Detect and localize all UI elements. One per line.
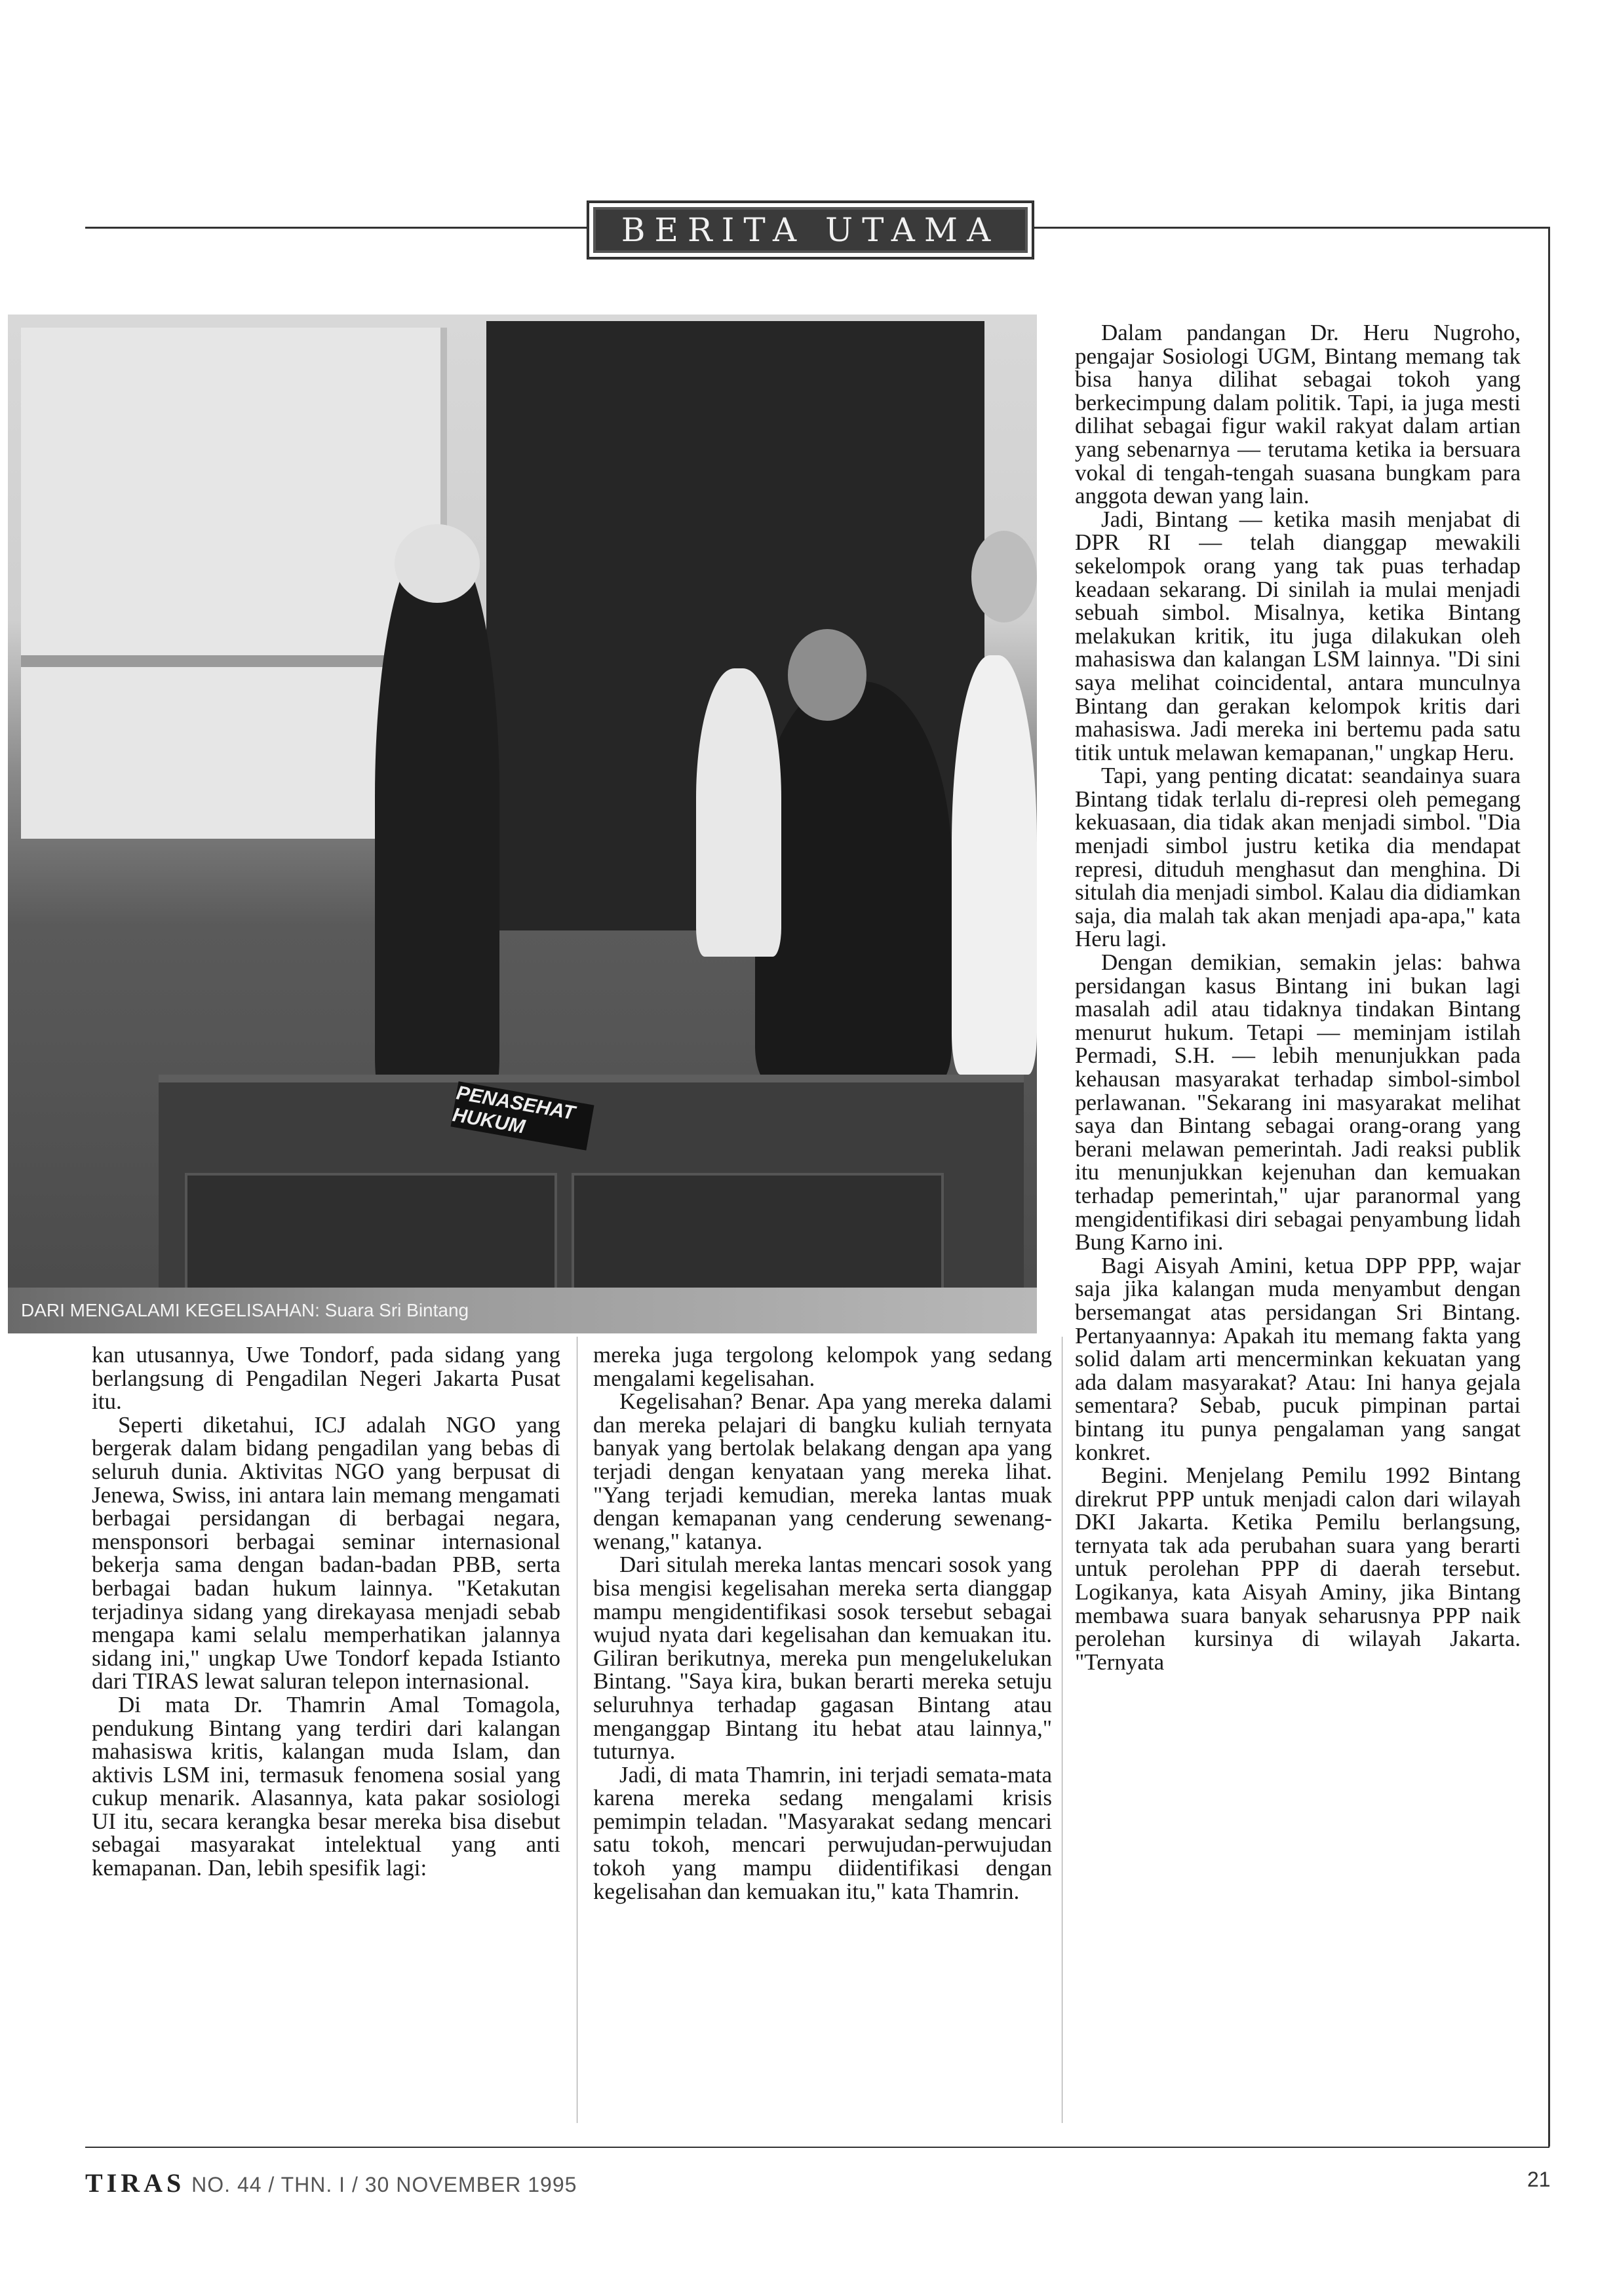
photo-window-bar xyxy=(21,655,440,667)
footer-publication xyxy=(85,2168,577,2198)
page-number: 21 xyxy=(1527,2168,1551,2191)
paragraph: Kegelisahan? Benar. Apa yang mereka dalami dan mereka pelajari di bangku kuliah ternyata banyak yang bertolak belakang dengan apa yang terjadi dengan kenyataan yang mereka lihat. "Yang terjadi kemudian, mereka lantas muak dengan kemapanan yang cenderung sewenang-wenang," katanya. xyxy=(593,1388,1052,1554)
photo-person-woman xyxy=(696,668,781,957)
paragraph: mereka juga tergolong kelompok yang sedang mengalami kegelisahan. xyxy=(593,1342,1052,1391)
photo-person-left xyxy=(375,537,499,1114)
paragraph: Di mata Dr. Thamrin Amal Tomagola, pendukung Bintang yang terdiri dari kalangan mahasiswa kritis, kalangan muda Islam, dan aktivis LSM ini, termasuk fenomena sosial yang cukup menarik. Alasannya, kata pakar sosiologi UI itu, secara kerangka besar mereka bisa disebut sebagai masyarakat intelektual yang anti kemapanan. Dan, lebih spesifik lagi: xyxy=(92,1691,560,1881)
photo-person-center xyxy=(755,681,952,1088)
paragraph: Bagi Aisyah Amini, ketua DPP PPP, wajar saja jika kalangan muda menyambut dengan bersemangat atas persidangan Sri Bintang. Pertanyaannya: Apakah itu memang fakta yang solid dalam arti mencerminkan kekuatan yang ada dalam masyarakat? Atau: Ini hanya gejala sementara? Sebab, pucuk pimpinan partai bintang itu punya pengalaman yang sangat konkret. xyxy=(1075,1252,1521,1465)
paragraph: kan utusannya, Uwe Tondorf, pada sidang yang berlangsung di Pengadilan Negeri Jakarta Pusat itu. xyxy=(92,1342,560,1415)
paragraph: Dengan demikian, semakin jelas: bahwa persidangan kasus Bintang ini bukan lagi masalah adil atau tidaknya tindakan Bintang menurut hukum. Tetapi — meminjam istilah Permadi, S.H. — lebih menunjukkan pada kehausan masyarakat terhadap simbol-simbol perlawanan. "Sekarang ini masyarakat melihat saya dan Bintang sebagai orang-orang yang berani melawan pemerintah. Jadi reaksi publik itu menunjukkan kejenuhan dan kemuakan terhadap pemerintah," ujar paranormal yang mengidentifikasi diri sebagai penyambung lidah Bung Karno ini. xyxy=(1075,949,1521,1255)
top-rule-left xyxy=(85,227,587,229)
bottom-rule xyxy=(85,2147,1549,2148)
paragraph: Begini. Menjelang Pemilu 1992 Bintang direkrut PPP untuk menjadi calon dari wilayah DKI Jakarta. Ketika Pemilu berlangsung, ternyata tak ada perubahan suara yang berarti untuk perolehan PPP di daerah tersebut. Logikanya, kata Aisyah Aminy, jika Bintang membawa suara banyak seharusnya PPP naik perolehan kursinya di wilayah Jakarta. "Ternyata xyxy=(1075,1463,1521,1675)
article-column-1 xyxy=(92,1343,560,1880)
article-column-2 xyxy=(593,1343,1052,1903)
right-rule xyxy=(1548,227,1550,2147)
photo-nameplate: PENASEHAT HUKUM xyxy=(451,1081,594,1150)
photo-person-right-head xyxy=(971,531,1037,622)
paragraph: Seperti diketahui, ICJ adalah NGO yang bergerak dalam bidang pengadilan yang bebas di seluruh dunia. Aktivitas NGO yang berpusat di Jenewa, Swiss, ini antara lain memang mengamati berbagai persidangan di berbagai negara, mensponsori berbagai seminar internasional bekerja sama dengan badan-badan PBB, serta berbagai badan hukum lainnya. "Ketakutan terjadinya sidang yang direkayasa menjadi sebab mengapa kami selalu memperhatikan jalannya sidang ini," ungkap Uwe Tondorf kepada Istianto dari TIRAS lewat saluran telepon internasional. xyxy=(92,1411,560,1694)
photo-person-head-left xyxy=(395,524,480,603)
paragraph: Tapi, yang penting dicatat: seandainya suara Bintang tidak terlalu di-represi oleh pemegang kekuasaan, dia tidak akan menjadi simbol. "Dia menjadi simbol justru ketika dia mendapat represi, dituduh menghasut dan menghina. Di situlah dia menjadi simbol. Kalau dia didiamkan saja, dia malah tak akan menjadi apa-apa," kata Heru lagi. xyxy=(1075,763,1521,952)
section-header: BERITA UTAMA xyxy=(587,201,1034,259)
photo-caption: DARI MENGALAMI KEGELISAHAN: Suara Sri Bintang xyxy=(8,1288,1037,1333)
paragraph: Dari situlah mereka lantas mencari sosok yang bisa mengisi kegelisahan mereka serta dianggap mampu mengidentifikasi sosok tersebut sebagai wujud nyata dari kegelisahan dan kemuakan itu. Giliran berikutnya, mereka pun mengelukelukan Bintang. "Saya kira, bukan berarti mereka setuju seluruhnya terhadap gagasan Bintang atau menganggap Bintang itu hebat atau lainnya," tuturnya. xyxy=(593,1552,1052,1765)
top-rule-right xyxy=(1032,227,1549,229)
paragraph: Dalam pandangan Dr. Heru Nugroho, pengajar Sosiologi UGM, Bintang memang tak bisa hanya dilihat sebagai tokoh yang berkecimpung dalam politik. Tapi, ia juga mesti dilihat sebagai figur wakil rakyat dalam artian yang sebenarnya — terutama ketika ia bersuara vokal di tengah-tengah suasana bungkam para anggota dewan yang lain. xyxy=(1075,320,1521,509)
article-column-3 xyxy=(1075,321,1521,1674)
photo-person-center-head xyxy=(788,629,866,721)
issue-info: NO. 44 / THN. I / 30 NOVEMBER 1995 xyxy=(191,2173,577,2196)
paragraph: Jadi, Bintang — ketika masih menjabat di DPR RI — telah dianggap mewakili sekelompok orang yang tak puas terhadap keadaan sekarang. Di sinilah ia mulai menjadi sebuah simbol. Misalnya, ketika Bintang melakukan kritik, itu juga dilakukan oleh mahasiswa dan kalangan LSM lainnya. "Di sini saya melihat coincidental, antara munculnya Bintang dan gerakan kelompok kritis dari mahasiswa. Jadi mereka ini bertemu pada satu titik untuk melawan kemapanan," ungkap Heru. xyxy=(1075,506,1521,765)
publication-name: TIRAS xyxy=(85,2168,185,2198)
paragraph: Jadi, di mata Thamrin, ini terjadi semata-mata karena mereka sedang mengalami krisis pemimpin teladan. "Masyarakat sedang mencari satu tokoh, mencari perwujudan-perwujudan tokoh yang mampu diidentifikasi dengan kegelisahan dan kemuakan itu," kata Thamrin. xyxy=(593,1761,1052,1904)
courtroom-photo xyxy=(8,315,1037,1333)
photo-person-right xyxy=(952,655,1037,1075)
